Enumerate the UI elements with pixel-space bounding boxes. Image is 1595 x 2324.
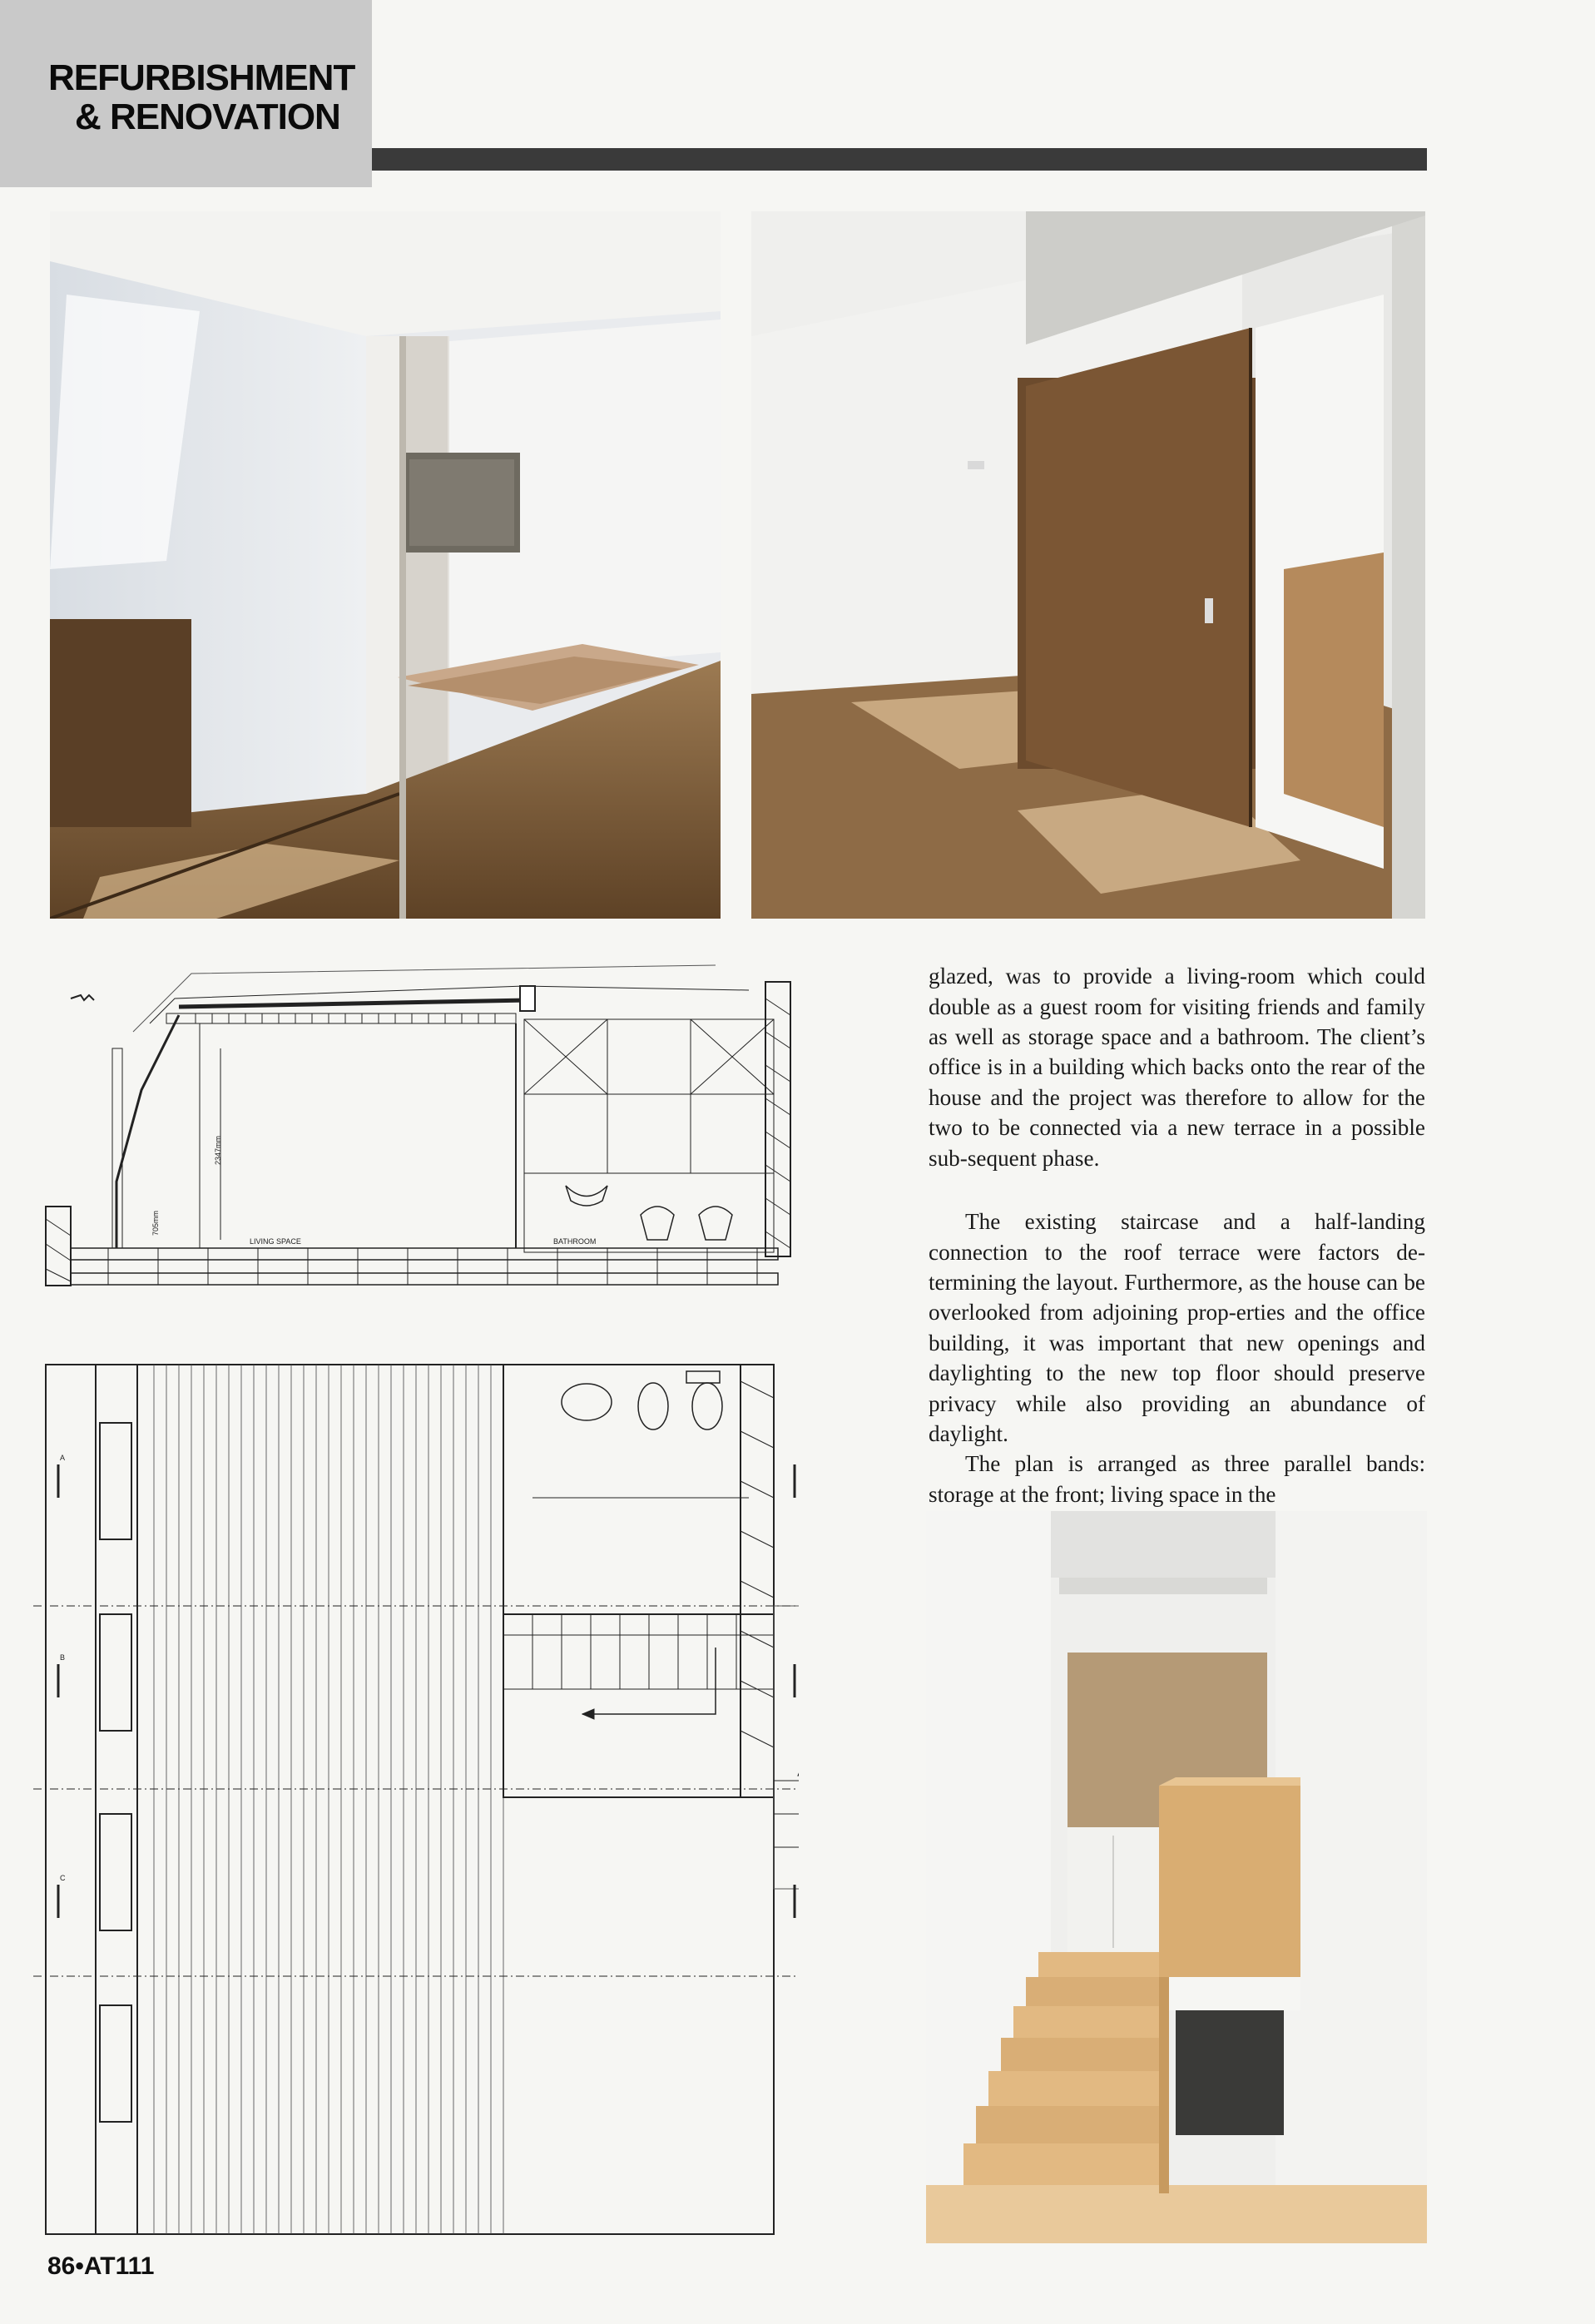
article-paragraph: The existing staircase and a half-landing connection to the roof terrace were factors de-termining the layout. Furthermore, as the house can be overlooked from adjoining prop-erties and the office building, it was important that new openings and daylighting to the new top floor should preserve privacy while also providing an abundance of daylight. <box>929 1209 1425 1447</box>
staircase-photo <box>926 1511 1427 2243</box>
plan-drawing <box>33 1348 799 2247</box>
article-paragraph: The plan is arranged as three parallel bands: storage at the front; living space in the <box>929 1451 1425 1507</box>
living-room-photo <box>50 211 721 919</box>
plan-marker-b: B <box>60 1653 66 1662</box>
section-title-line-1: REFURBISHMENT <box>48 57 355 98</box>
corridor-photo <box>751 211 1425 919</box>
section-title-line-2: & RENOVATION <box>75 97 340 137</box>
article-paragraph: glazed, was to provide a living-room which could double as a guest room for visiting friends and family as well as storage space and a bathroom. The client’s office is in a building which backs onto the rear of the house and the project was therefore to allow for the two to be connected via a new terrace in a possible sub-sequent phase. <box>929 964 1425 1171</box>
section-drawing <box>33 940 799 1331</box>
header-rule <box>372 148 1427 171</box>
page-number: 86•AT111 <box>47 2252 155 2280</box>
plan-marker-c: C <box>60 1874 66 1882</box>
section-label-bathroom: BATHROOM <box>553 1237 597 1246</box>
section-dim-height: 2347mm <box>214 1135 222 1165</box>
section-dim-sill: 705mm <box>151 1210 160 1236</box>
plan-marker-a: A <box>60 1454 66 1462</box>
section-label-living: LIVING SPACE <box>250 1237 301 1246</box>
section-title <box>48 58 373 136</box>
